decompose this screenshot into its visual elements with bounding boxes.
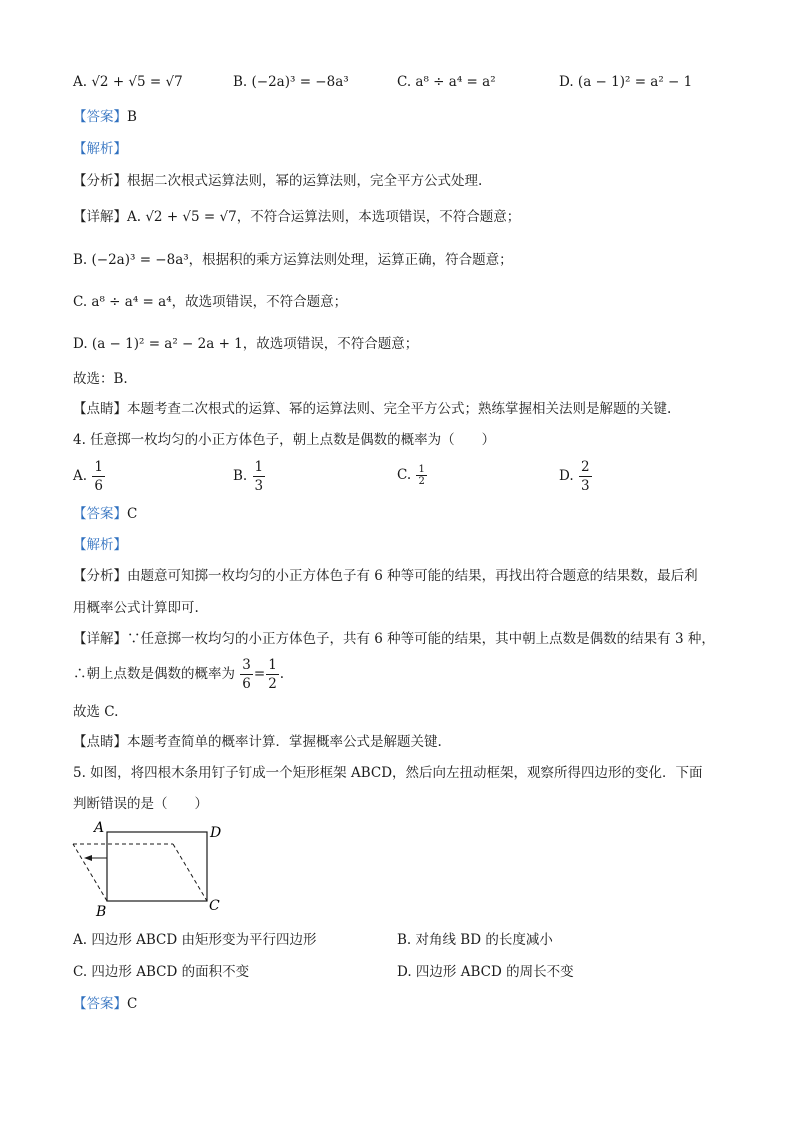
detail-2-text: ∴朝上点数是偶数的概率为: [73, 666, 235, 682]
q3-detail-c: C. a⁸ ÷ a⁴ = a⁴，故选项错误，不符合题意；: [73, 294, 348, 310]
q3-option-b: B. (−2a)³ = −8a³: [233, 74, 349, 90]
q5-option-d: D. 四边形 ABCD 的周长不变: [397, 964, 574, 980]
label-d: D: [210, 825, 222, 841]
fenxi-tag: 【分析】: [73, 173, 127, 189]
jiexi-tag: 【解析】: [73, 141, 127, 157]
q5-answer-line: [73, 994, 137, 1014]
q5-option-b: B. 对角线 BD 的长度减小: [397, 932, 553, 948]
q5-question-2: 判断错误的是（ ）: [73, 796, 208, 812]
q3-detail-b: B. (−2a)³ = −8a³，根据积的乘方运算法则处理，运算正确，符合题意；: [73, 252, 513, 268]
q4-option-c: [397, 464, 428, 487]
q3-fenxi: [73, 171, 482, 191]
numerator: 1: [254, 459, 264, 475]
equals-sign: =: [253, 666, 266, 682]
detail-text: ∵任意掷一枚均匀的小正方体色子，共有 6 种等可能的结果，其中朝上点数是偶数的结果有 3 种，: [127, 631, 715, 647]
fraction: [240, 656, 253, 693]
q4-answer-line: [73, 504, 137, 524]
detail-a-text: A. √2 + √5 = √7，不符合运算法则，本选项错误，不符合题意；: [127, 209, 521, 225]
denominator: 6: [94, 478, 103, 494]
numerator: 1: [418, 464, 425, 475]
answer-tag: 【答案】: [73, 109, 127, 125]
q3-choice: 故选：B.: [73, 371, 128, 387]
q3-detail-a: [73, 207, 520, 227]
q4-jiexi: [73, 535, 127, 555]
rectangle-abcd: [107, 832, 207, 901]
q4-comment: [73, 732, 442, 752]
denominator: 2: [418, 476, 425, 487]
q4-option-d: [559, 458, 593, 495]
q3-option-d: D. (a − 1)² = a² − 1: [559, 74, 693, 90]
fenxi-text: 根据二次根式运算法则，幂的运算法则，完全平方公式处理.: [127, 173, 483, 189]
q4-answer: C: [127, 506, 138, 522]
q5-question-1: 5. 如图，将四根木条用钉子钉成一个矩形框架 ABCD，然后向左扭动框架，观察所得四边形的变化．下面: [73, 765, 703, 781]
comment-text: 本题考查二次根式的运算、幂的运算法则、完全平方公式；熟练掌握相关法则是解题的关键.: [127, 401, 672, 417]
denominator: 2: [268, 676, 277, 692]
q3-option-a: A. √2 + √5 = √7: [73, 74, 183, 90]
denominator: 3: [580, 478, 590, 494]
numerator: 2: [580, 459, 590, 475]
numerator: 1: [268, 657, 277, 673]
fraction: [416, 464, 426, 487]
q4-fenxi-2: 用概率公式计算即可.: [73, 600, 199, 616]
q4-question: 4. 任意掷一枚均匀的小正方体色子，朝上点数是偶数的概率为（ ）: [73, 432, 496, 448]
parallelogram-figure: [66, 820, 236, 920]
detail-tag: 【详解】: [73, 631, 127, 647]
dashed-side-left: [73, 844, 107, 901]
option-label: A.: [73, 468, 88, 484]
q3-detail-d: D. (a − 1)² = a² − 2a + 1，故选项错误，不符合题意；: [73, 336, 419, 352]
q4-option-b: [233, 458, 266, 495]
q3-answer: B: [127, 109, 137, 125]
period: .: [279, 666, 285, 682]
q5-option-a: A. 四边形 ABCD 由矩形变为平行四边形: [73, 932, 317, 948]
q5-answer: C: [127, 996, 138, 1012]
fraction: [92, 458, 105, 495]
fraction: [266, 656, 279, 693]
label-c: C: [209, 898, 220, 914]
detail-tag: 【详解】: [73, 209, 127, 225]
dashed-side-right: [173, 844, 207, 901]
comment-tag: 【点睛】: [73, 401, 127, 417]
denominator: 6: [242, 676, 251, 692]
option-label: D.: [559, 468, 574, 484]
fenxi-tag: 【分析】: [73, 568, 127, 584]
fraction: [253, 458, 266, 495]
option-label: B.: [233, 468, 248, 484]
answer-tag: 【答案】: [73, 996, 127, 1012]
comment-tag: 【点睛】: [73, 734, 127, 750]
answer-tag: 【答案】: [73, 506, 127, 522]
label-b: B: [96, 904, 107, 920]
numerator: 3: [242, 657, 251, 673]
label-a: A: [94, 820, 105, 836]
q4-fenxi-1: [73, 566, 698, 586]
q4-detail-2: [73, 656, 284, 693]
q3-jiexi: [73, 139, 127, 159]
arrow-head: [84, 855, 92, 861]
q4-detail-1: [73, 629, 715, 649]
denominator: 3: [254, 478, 264, 494]
comment-text: 本题考查简单的概率计算．掌握概率公式是解题关键.: [127, 734, 442, 750]
q3-answer-line: [73, 107, 137, 127]
q4-choice: 故选 C.: [73, 704, 119, 720]
fenxi-text: 由题意可知掷一枚均匀的小正方体色子有 6 种等可能的结果，再找出符合题意的结果数，最后利: [127, 568, 698, 584]
jiexi-tag: 【解析】: [73, 537, 127, 553]
option-label: C.: [397, 467, 412, 483]
q3-comment: [73, 399, 671, 419]
q4-option-a: [73, 458, 106, 495]
q3-option-c: C. a⁸ ÷ a⁴ = a²: [397, 74, 496, 90]
fraction: [579, 458, 592, 495]
q5-option-c: C. 四边形 ABCD 的面积不变: [73, 964, 250, 980]
numerator: 1: [94, 459, 103, 475]
